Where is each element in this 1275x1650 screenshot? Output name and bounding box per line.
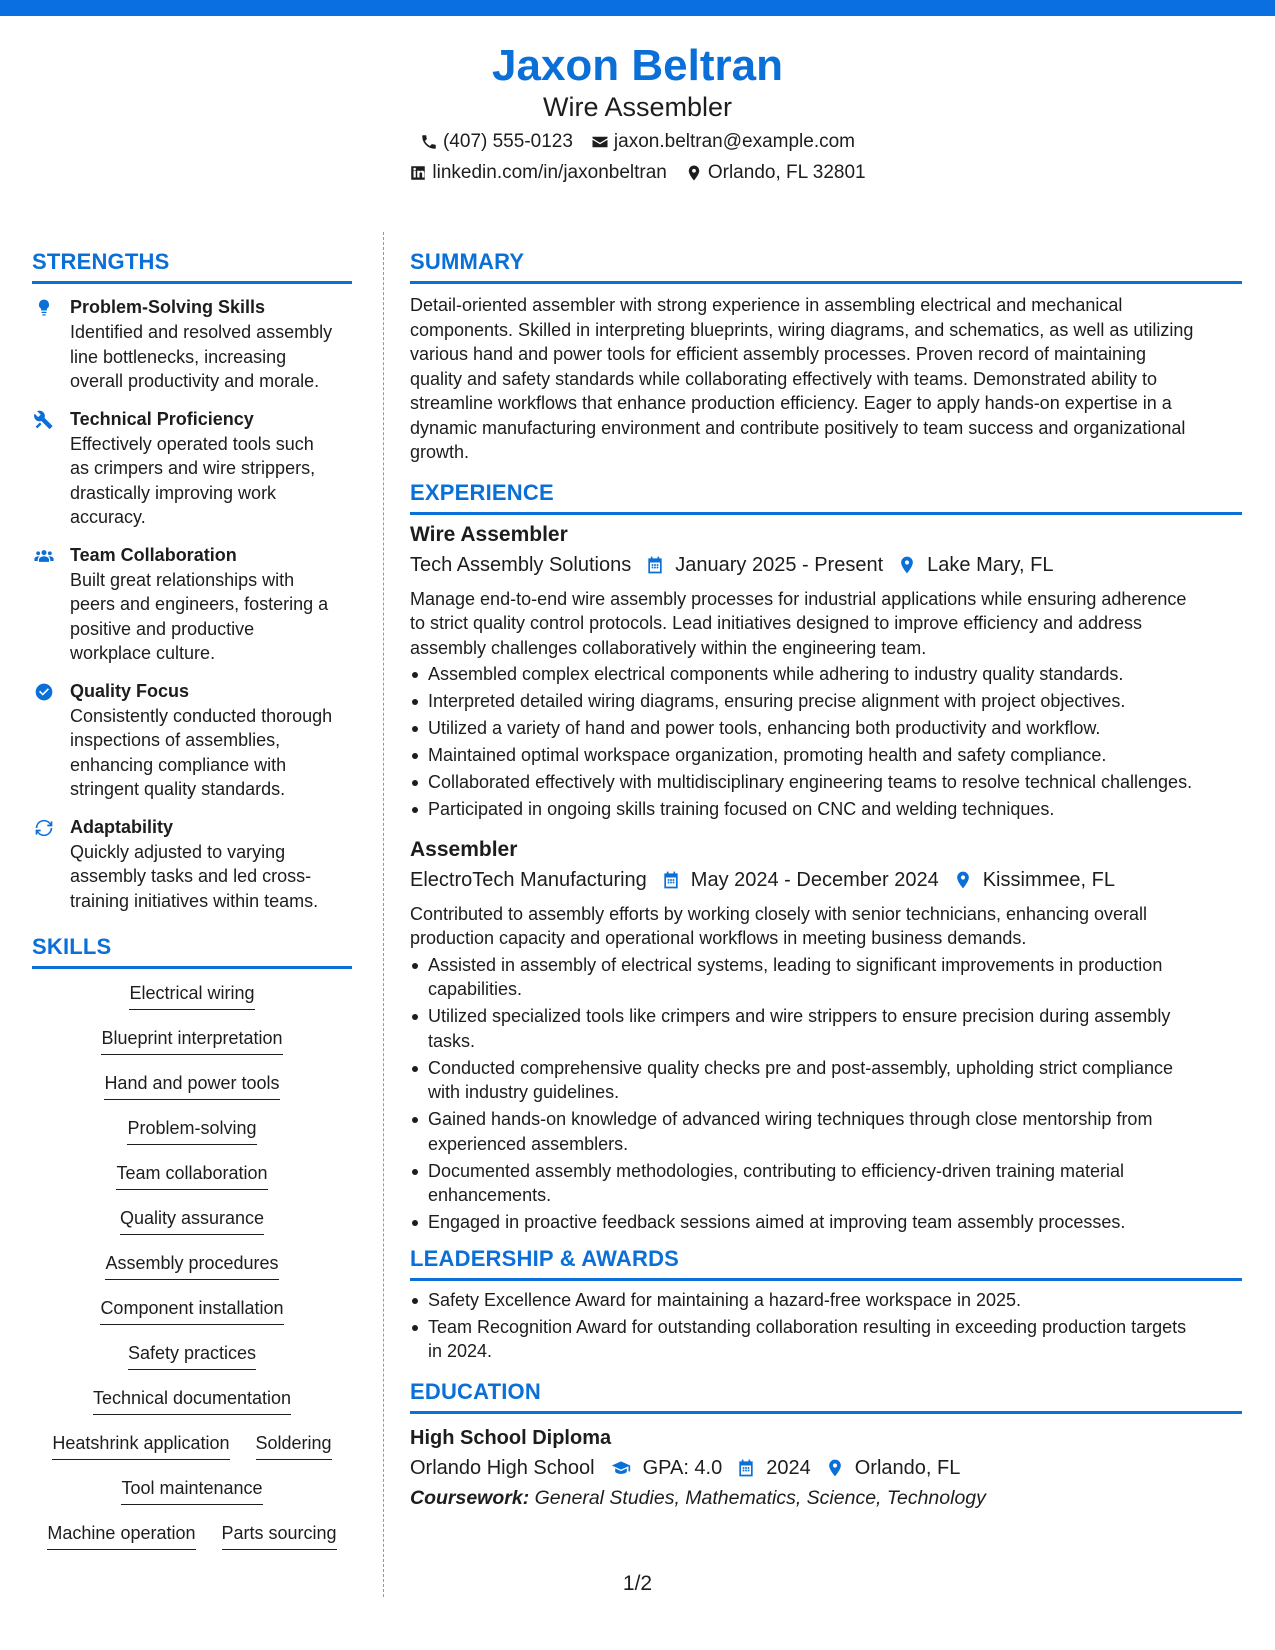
summary-line: streamline workflows that enhance production efficiency. Eager to apply hands-on expertise in a: [410, 393, 1172, 413]
school-location: Orlando, FL: [854, 1456, 961, 1479]
bullet-item: [410, 689, 1242, 714]
resume-header: [0, 40, 1275, 186]
strength-description-line: Effectively operated tools such: [70, 433, 314, 454]
skill-row: [32, 1476, 352, 1521]
skill-row: [32, 981, 352, 1026]
bullet-item: [410, 1315, 1242, 1364]
check-circle-icon: [34, 682, 54, 702]
left-column: [32, 248, 352, 1566]
strengths-heading: STRENGTHS: [32, 248, 352, 284]
candidate-name: Jaxon Beltran: [492, 41, 783, 90]
skill-tag: Heatshrink application: [52, 1431, 229, 1460]
envelope-icon: [591, 133, 609, 151]
strengths-list: [32, 294, 352, 913]
skill-tag: Technical documentation: [93, 1386, 291, 1415]
strength-icon-wrap: [32, 294, 56, 394]
job-description-line: assembly challenges collaboratively within the engineering team.: [410, 637, 927, 658]
strength-text: [70, 678, 352, 802]
phone-icon: [420, 133, 438, 151]
bullet-item: [410, 1004, 1242, 1053]
calendar-icon: [736, 1458, 756, 1478]
strength-description-line: peers and engineers, fostering a: [70, 594, 329, 614]
bullet-line: Gained hands-on knowledge of advanced wiring techniques through close mentorship from: [428, 1109, 1153, 1129]
users-icon: [34, 546, 54, 566]
skill-tag: Blueprint interpretation: [101, 1026, 282, 1055]
summary-line: dynamic manufacturing environment and contribute positively to team success and organizational: [410, 417, 1186, 438]
bullet-item: [410, 662, 1242, 687]
bullet-line: Participated in ongoing skills training focused on CNC and welding techniques.: [428, 799, 1055, 819]
skill-tag: Safety practices: [128, 1341, 256, 1370]
map-pin-icon: [953, 870, 973, 890]
job-location: Lake Mary, FL: [927, 553, 1054, 576]
strength-description-line: as crimpers and wire strippers,: [70, 458, 316, 478]
strength-description: [70, 320, 352, 394]
strength-description-line: positive and productive: [70, 618, 255, 639]
job-description: [410, 587, 1242, 661]
summary-heading: SUMMARY: [410, 248, 1242, 284]
contact-row-1: [0, 129, 1275, 155]
bullet-item: [410, 1159, 1242, 1208]
strength-description-line: inspections of assemblies,: [70, 730, 281, 750]
email-text[interactable]: jaxon.beltran@example.com: [613, 131, 855, 152]
top-accent-bar: [0, 0, 1275, 16]
skill-tag: Assembly procedures: [105, 1251, 278, 1280]
education-entry: [410, 1424, 1242, 1512]
calendar-icon: [645, 555, 665, 575]
job-description-line: Contributed to assembly efforts by working closely with senior technicians, enhancing overall: [410, 903, 1148, 924]
strength-icon-wrap: [32, 814, 56, 914]
strength-icon-wrap: [32, 406, 56, 530]
gpa-text: GPA: 4.0: [642, 1456, 723, 1479]
skill-tag: Quality assurance: [120, 1206, 264, 1235]
job-entry: [410, 836, 1242, 1235]
job-description-line: Manage end-to-end wire assembly processes for industrial applications while ensuring adherence: [410, 588, 1187, 609]
strength-description: [70, 568, 352, 666]
bullet-line: Assisted in assembly of electrical systems, leading to significant improvements in production: [428, 954, 1163, 975]
coursework-label: Coursework:: [410, 1486, 530, 1509]
bullet-line: enhancements.: [428, 1185, 552, 1205]
map-pin-icon: [685, 164, 703, 182]
coursework: [410, 1484, 1242, 1512]
bullet-line: Utilized a variety of hand and power tools, enhancing both productivity and workflow.: [428, 718, 1101, 738]
bullet-line: tasks.: [428, 1030, 476, 1051]
strength-item: [32, 814, 352, 914]
skill-row: [32, 1206, 352, 1251]
skill-tag: Team collaboration: [116, 1161, 267, 1190]
bullet-item: [410, 797, 1242, 822]
coursework-list: General Studies, Mathematics, Science, Technology: [534, 1486, 986, 1509]
skill-row: [32, 1026, 352, 1071]
strength-description-line: Identified and resolved assembly: [70, 322, 333, 342]
strength-description-line: training initiatives within teams.: [70, 890, 319, 911]
strength-description-line: overall productivity and morale.: [70, 371, 320, 391]
bullet-item: [410, 770, 1242, 795]
summary-line: components. Skilled in interpreting blueprints, wiring diagrams, and schematics, as well as utilizing: [410, 319, 1194, 340]
job-location: Kissimmee, FL: [982, 868, 1115, 891]
sync-icon: [34, 818, 54, 838]
summary-line: quality and safety standards while collaborating effectively with teams. Demonstrated ability to: [410, 368, 1158, 389]
bullet-line: Maintained optimal workspace organization, promoting health and safety compliance.: [428, 745, 1107, 765]
bullet-item: [410, 1288, 1242, 1313]
graduation-cap-icon: [609, 1458, 633, 1478]
skill-tag: Electrical wiring: [129, 981, 254, 1010]
strength-title: Team Collaboration: [70, 544, 237, 565]
skills-heading: SKILLS: [32, 933, 352, 969]
company-name: Tech Assembly Solutions: [410, 553, 632, 576]
strength-title: Adaptability: [70, 816, 174, 837]
leadership-list: [410, 1288, 1242, 1364]
bullet-item: [410, 1107, 1242, 1156]
strength-text: [70, 294, 352, 394]
email-contact[interactable]: [591, 129, 855, 155]
education-meta: [410, 1454, 1242, 1482]
skill-tag: Hand and power tools: [104, 1071, 279, 1100]
job-title: Assembler: [410, 837, 518, 861]
strength-description-line: accuracy.: [70, 507, 146, 527]
strength-item: [32, 294, 352, 394]
bullet-line: capabilities.: [428, 979, 523, 999]
experience-list: [410, 521, 1242, 1235]
phone-contact: [420, 129, 573, 155]
skill-row: [32, 1341, 352, 1386]
calendar-icon: [661, 870, 681, 890]
bullet-line: Interpreted detailed wiring diagrams, ensuring precise alignment with project objectives.: [428, 691, 1126, 711]
job-description-line: to strict quality control protocols. Lead initiatives designed to improve efficiency and address: [410, 613, 1143, 633]
linkedin-contact[interactable]: [409, 160, 666, 186]
map-pin-icon: [897, 555, 917, 575]
bullet-line: in 2024.: [428, 1341, 493, 1361]
skill-row: [32, 1386, 352, 1431]
education-heading: EDUCATION: [410, 1378, 1242, 1414]
strength-description-line: drastically improving work: [70, 482, 277, 503]
strength-description-line: line bottlenecks, increasing: [70, 346, 287, 367]
summary-text: [410, 293, 1242, 465]
summary-line: various hand and power tools for efficient assembly processes. Proven record of maintaining: [410, 344, 1147, 364]
graduation-year: 2024: [766, 1456, 811, 1479]
summary-line: growth.: [410, 442, 470, 462]
strength-description: [70, 432, 352, 530]
strength-description-line: Quickly adjusted to varying: [70, 841, 286, 862]
location-contact: [685, 160, 866, 186]
bullet-line: with industry guidelines.: [428, 1082, 620, 1102]
strength-title: Technical Proficiency: [70, 408, 254, 429]
bullet-line: experienced assemblers.: [428, 1133, 629, 1154]
skill-row: [32, 1071, 352, 1116]
bullet-line: Documented assembly methodologies, contributing to efficiency-driven training material: [428, 1160, 1125, 1181]
linkedin-icon: [409, 164, 427, 182]
bullet-item: [410, 1056, 1242, 1105]
job-bullets: [410, 953, 1242, 1235]
strength-text: [70, 814, 352, 914]
bullet-item: [410, 716, 1242, 741]
school-name: Orlando High School: [410, 1456, 595, 1479]
skill-row: [32, 1161, 352, 1206]
job-description-line: production capacity and operational workflows in meeting business demands.: [410, 928, 1027, 948]
skill-tag: Parts sourcing: [222, 1521, 337, 1550]
leadership-heading: LEADERSHIP & AWARDS: [410, 1245, 1242, 1281]
degree-title: High School Diploma: [410, 1426, 612, 1449]
bullet-line: Engaged in proactive feedback sessions aimed at improving team assembly processes.: [428, 1212, 1126, 1232]
strength-item: [32, 542, 352, 666]
strength-description-line: stringent quality standards.: [70, 779, 286, 799]
job-dates: May 2024 - December 2024: [690, 868, 939, 891]
lightbulb-icon: [34, 298, 54, 318]
experience-heading: EXPERIENCE: [410, 479, 1242, 515]
strength-item: [32, 678, 352, 802]
bullet-line: Utilized specialized tools like crimpers and wire strippers to ensure precision during assembly: [428, 1006, 1171, 1026]
strength-title: Problem-Solving Skills: [70, 297, 266, 317]
job-bullets: [410, 662, 1242, 822]
bullet-line: Team Recognition Award for outstanding collaboration resulting in exceeding production targets: [428, 1316, 1187, 1337]
bullet-item: [410, 743, 1242, 768]
skill-tag: Machine operation: [47, 1521, 195, 1550]
skill-row: [32, 1251, 352, 1296]
bullet-line: Assembled complex electrical components while adhering to industry quality standards.: [428, 664, 1124, 684]
bullet-item: [410, 953, 1242, 1002]
strength-icon-wrap: [32, 542, 56, 666]
skill-tag: Problem-solving: [127, 1116, 256, 1145]
strength-description-line: workplace culture.: [70, 643, 216, 663]
job-description: [410, 902, 1242, 951]
bullet-line: Safety Excellence Award for maintaining a hazard-free workspace in 2025.: [428, 1289, 1021, 1310]
skills-list: [32, 981, 352, 1566]
bullet-line: Conducted comprehensive quality checks pre and post-assembly, upholding strict compliance: [428, 1057, 1174, 1078]
bullet-line: Collaborated effectively with multidisciplinary engineering teams to resolve technical challenges.: [428, 772, 1193, 792]
job-entry: [410, 521, 1242, 822]
strength-description: [70, 840, 352, 914]
skill-row: [32, 1431, 352, 1476]
right-column: [410, 248, 1242, 1512]
job-title: Wire Assembler: [410, 522, 568, 546]
skill-row: [32, 1521, 352, 1566]
company-name: ElectroTech Manufacturing: [410, 868, 647, 891]
strength-description: [70, 704, 352, 802]
strength-text: [70, 542, 352, 666]
strength-text: [70, 406, 352, 530]
contact-row-2: [0, 160, 1275, 186]
strength-icon-wrap: [32, 678, 56, 802]
skill-tag: Component installation: [100, 1296, 283, 1325]
strength-description-line: Consistently conducted thorough: [70, 705, 333, 726]
skill-tag: Tool maintenance: [121, 1476, 262, 1505]
job-meta: [410, 866, 1242, 894]
strength-description-line: enhancing compliance with: [70, 754, 287, 775]
map-pin-icon: [825, 1458, 845, 1478]
skill-row: [32, 1296, 352, 1341]
tools-icon: [34, 410, 54, 430]
column-divider: [383, 232, 384, 1597]
job-meta: [410, 551, 1242, 579]
strength-title: Quality Focus: [70, 680, 190, 701]
candidate-role: Wire Assembler: [542, 92, 733, 122]
skill-row: [32, 1116, 352, 1161]
phone-text: (407) 555-0123: [442, 131, 573, 152]
bullet-item: [410, 1210, 1242, 1235]
strength-item: [32, 406, 352, 530]
location-text: Orlando, FL 32801: [707, 162, 866, 183]
skill-tag: Soldering: [256, 1431, 332, 1460]
summary-line: Detail-oriented assembler with strong experience in assembling electrical and mechanical: [410, 295, 1123, 315]
strength-description-line: Built great relationships with: [70, 569, 295, 590]
job-dates: January 2025 - Present: [675, 553, 884, 576]
strength-description-line: assembly tasks and led cross-: [70, 866, 312, 886]
page-number: 1/2: [622, 1572, 653, 1595]
linkedin-text[interactable]: linkedin.com/in/jaxonbeltran: [432, 162, 667, 183]
